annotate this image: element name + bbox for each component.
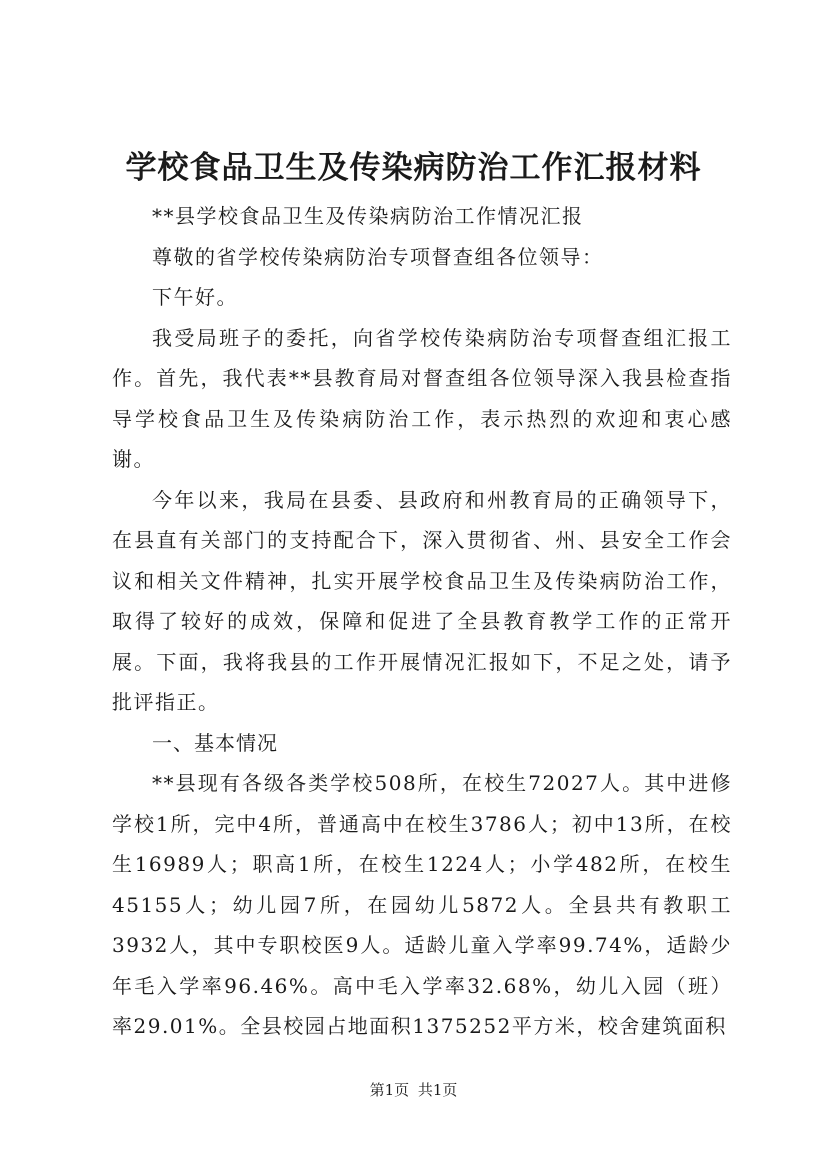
section-heading-basic-info: 一、基本情况 (152, 730, 278, 755)
document-title: 学校食品卫生及传染病防治工作汇报材料 (125, 150, 702, 186)
document-body (112, 196, 732, 1047)
page-number: 第1页 (369, 1081, 410, 1099)
report-subtitle: **县学校食品卫生及传染病防治工作情况汇报 (152, 204, 584, 228)
page-total: 共1页 (417, 1081, 458, 1099)
salutation: 尊敬的省学校传染病防治专项督查组各位领导： (152, 244, 604, 269)
paragraph-intro: 我受局班子的委托，向省学校传染病防治专项督查组汇报工作。首先，我代表**县教育局对督查组各位领导深入我县检查指导学校食品卫生及传染病防治工作，表示热烈的欢迎和衷心感谢。 (112, 325, 732, 471)
page-footer (0, 1080, 827, 1100)
paragraph-basic-info: **县现有各级各类学校508所，在校生72027人。其中进修学校1所，完中4所，普通高中在校生3786人；初中13所，在校生16989人；职高1所，在校生1224人；小学482所，在校生45155人；幼儿园7所，在园幼儿5872人。全县共有教职工3932人，其中专职校医9人。适龄儿童入学率99.74%，适龄少年毛入学率96.46%。高中毛入学率32.68%，幼儿入园（班）率29.01%。全县校园占地面积1375252平方米，校舍建筑面积 (112, 771, 732, 1038)
paragraph-overview: 今年以来，我局在县委、县政府和州教育局的正确领导下，在县直有关部门的支持配合下，深入贯彻省、州、县安全工作会议和相关文件精神，扎实开展学校食品卫生及传染病防治工作，取得了较好的成效，保障和促进了全县教育教学工作的正常开展。下面，我将我县的工作开展情况汇报如下，不足之处，请予批评指正。 (112, 487, 732, 714)
greeting: 下午好。 (152, 285, 238, 309)
